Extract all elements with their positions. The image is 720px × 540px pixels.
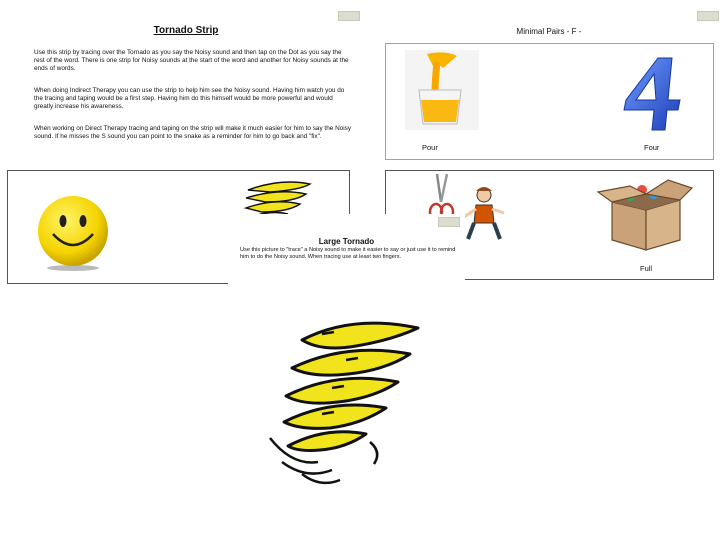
- smiley-face-icon: [34, 194, 112, 272]
- instruction-paragraph: When working on Direct Therapy tracing and taping on the strip will make it much easier for him to say the Noisy sound. If he misses the S sound you can point to the snake as a reminder for him to go back and "fix".: [34, 125, 352, 141]
- page-tab-button[interactable]: [697, 11, 719, 21]
- full-box-icon: [596, 176, 694, 252]
- instruction-paragraph: Use this strip by tracing over the Tornado as you say the Noisy sound and then tap on the Dot as you say the rest of the word. There is one strip for Noisy sounds at the start of the word and another for Noisy sounds at the ends of words.: [34, 49, 349, 73]
- word-full: Full: [640, 264, 653, 273]
- orange-juice-icon: [405, 50, 479, 130]
- large-tornado-title: Large Tornado: [318, 237, 375, 246]
- page-tab-button[interactable]: [338, 11, 360, 21]
- instruction-paragraph: When doing Indirect Therapy you can use the strip to help him see the Noisy sound. Having him watch you do the tracing and taping would be a first step. Having him do this himself would be more powerful and would greatly increase his awareness.: [34, 87, 345, 111]
- word-four: Four: [644, 143, 660, 152]
- man-icon: [458, 183, 506, 243]
- tornado-strip-title: Tornado Strip: [153, 25, 219, 36]
- page-tab-button[interactable]: [438, 217, 460, 227]
- minimal-pairs-title: Minimal Pairs - F -: [516, 27, 582, 36]
- word-pour: Pour: [422, 143, 438, 152]
- large-tornado-description: Use this picture to "trace" a Noisy sound to make it easier to say or just use it to remind him to do the Noisy sound. When tracing use at least two fingers.: [240, 247, 456, 260]
- tornado-icon: [262, 312, 422, 490]
- number-four-icon: [618, 54, 688, 134]
